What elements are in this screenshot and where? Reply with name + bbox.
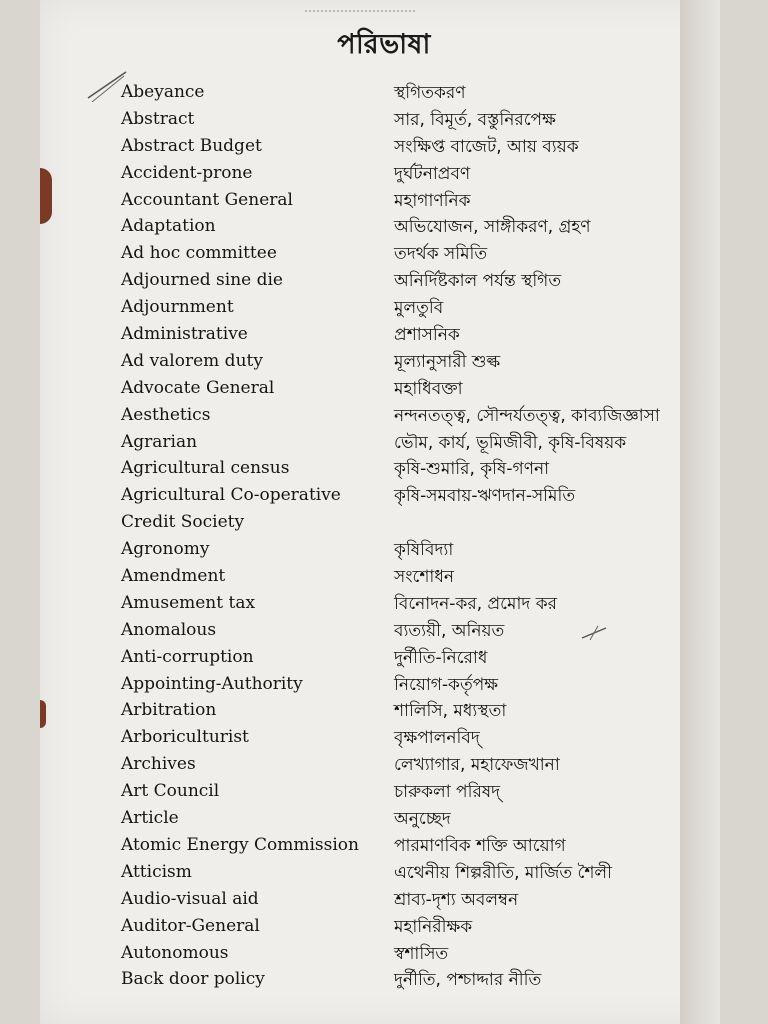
glossary-meaning: সংশোধন: [394, 567, 455, 588]
glossary-term: Agronomy: [121, 539, 210, 560]
glossary-row: [0, 403, 768, 430]
glossary-meaning: স্বশাসিত: [394, 943, 449, 964]
glossary-meaning: মহাধিবক্তা: [394, 378, 463, 399]
glossary-term: Administrative: [121, 324, 248, 345]
glossary-meaning: স্থগিতকরণ: [394, 83, 466, 103]
glossary-row: [0, 80, 768, 107]
glossary-meaning: মুলতুবি: [394, 298, 444, 319]
glossary-row: [0, 107, 768, 134]
glossary-row: [0, 376, 768, 403]
glossary-meaning: চারুকলা পরিষদ্: [394, 782, 501, 803]
glossary-term: Arboriculturist: [121, 727, 249, 748]
glossary-term: Ad hoc committee: [121, 243, 277, 264]
glossary-term: Autonomous: [121, 942, 229, 963]
glossary-meaning: শালিসি, মধ্যস্থতা: [394, 701, 507, 722]
glossary-row: [0, 591, 768, 618]
glossary-meaning: মহানিরীক্ষক: [394, 916, 473, 937]
glossary-term: Appointing-Authority: [121, 673, 303, 694]
glossary-row: [0, 483, 768, 510]
glossary-term: Art Council: [121, 781, 220, 802]
glossary-row: [0, 268, 768, 295]
glossary-row: [0, 510, 768, 537]
glossary-term: Agricultural census: [121, 458, 290, 479]
glossary-term: Archives: [121, 754, 196, 775]
glossary-row: [0, 914, 768, 941]
glossary-meaning: কৃষিবিদ্যা: [394, 540, 454, 561]
glossary-meaning: বৃক্ষপালনবিদ্: [394, 728, 480, 749]
glossary-term: Amusement tax: [121, 592, 256, 613]
glossary-row: [0, 161, 768, 188]
glossary-term: Audio-visual aid: [121, 888, 259, 909]
page-title: পরিভাষা: [337, 29, 431, 60]
glossary-meaning: কৃষি-সমবায়-ঋণদান-সমিতি: [394, 486, 576, 507]
glossary-meaning: অনুচ্ছেদ: [394, 809, 451, 830]
glossary-term: Atticism: [121, 861, 192, 882]
glossary-term: Accident-prone: [121, 162, 253, 183]
glossary-term: Agrarian: [121, 431, 198, 452]
glossary-meaning: অনির্দিষ্টকাল পর্যন্ত স্থগিত: [394, 271, 562, 292]
glossary-row: [0, 833, 768, 860]
glossary-row: [0, 887, 768, 914]
glossary-meaning: সংক্ষিপ্ত বাজেট, আয় ব্যয়ক: [394, 136, 579, 157]
glossary-row: [0, 941, 768, 968]
glossary-meaning: ভৌম, কার্য, ভূমিজীবী, কৃষি-বিষয়ক: [394, 432, 627, 453]
glossary-term: Aesthetics: [121, 404, 211, 425]
glossary-term: Abstract Budget: [121, 135, 262, 156]
top-pencil-mark: [305, 0, 415, 12]
glossary-row: [0, 430, 768, 457]
glossary-row: [0, 456, 768, 483]
glossary-term: Abstract: [121, 108, 195, 129]
glossary-term: Ad valorem duty: [121, 350, 263, 371]
glossary-row: [0, 537, 768, 564]
glossary-term: Agricultural Co-operative: [121, 485, 341, 506]
glossary-term: Adjourned sine die: [121, 270, 283, 291]
glossary-meaning: কৃষি-শুমারি, কৃষি-গণনা: [394, 459, 550, 480]
glossary-meaning: মূল্যানুসারী শুল্ক: [394, 351, 501, 372]
glossary-row: [0, 806, 768, 833]
glossary-meaning: অভিযোজন, সাঙ্গীকরণ, গ্রহণ: [394, 217, 591, 238]
glossary-meaning: তদর্থক সমিতি: [394, 244, 488, 265]
glossary-row: [0, 564, 768, 591]
glossary-meaning: এথেনীয় শিল্পরীতি, মার্জিত শৈলী: [394, 862, 612, 883]
glossary-term: Amendment: [121, 566, 226, 587]
glossary-row: [0, 295, 768, 322]
glossary-meaning: মহাগাণনিক: [394, 190, 471, 211]
glossary-term: Atomic Energy Commission: [121, 834, 359, 855]
glossary-meaning: নন্দনতত্ত্ব, সৌন্দর্যতত্ত্ব, কাব্যজিজ্ঞাসা: [394, 405, 660, 426]
glossary-meaning: নিয়োগ-কর্তৃপক্ষ: [394, 674, 499, 695]
glossary-meaning: পারমাণবিক শক্তি আয়োগ: [394, 835, 566, 856]
glossary-term: Auditor-General: [121, 915, 260, 936]
glossary-row: [0, 322, 768, 349]
glossary-row: [0, 349, 768, 376]
glossary-row: [0, 698, 768, 725]
glossary-row: [0, 725, 768, 752]
glossary-term: Back door policy: [121, 969, 265, 990]
glossary-meaning: সার, বিমূর্ত, বস্তুনিরপেক্ষ: [394, 109, 556, 130]
glossary-row: [0, 241, 768, 268]
glossary-term: Article: [121, 808, 179, 829]
glossary-row: [0, 672, 768, 699]
glossary-row: [0, 134, 768, 161]
glossary-term: Adjournment: [121, 297, 234, 318]
glossary-term: Credit Society: [121, 512, 245, 533]
glossary-term: Anti-corruption: [121, 646, 254, 667]
glossary-meaning: দুর্নীতি-নিরোধ: [394, 647, 488, 668]
glossary-row: [0, 618, 768, 645]
glossary-row: [0, 214, 768, 241]
glossary-meaning: বিনোদন-কর, প্রমোদ কর: [394, 593, 557, 614]
glossary-term: Advocate General: [121, 377, 275, 398]
glossary-term: Anomalous: [121, 619, 217, 640]
glossary-meaning: প্রশাসনিক: [394, 325, 460, 346]
glossary-meaning: দুর্ঘটনাপ্রবণ: [394, 163, 471, 184]
glossary-term: Arbitration: [121, 700, 217, 721]
glossary-row: [0, 645, 768, 672]
glossary-term: Adaptation: [121, 216, 216, 237]
glossary-list: [0, 80, 768, 994]
glossary-meaning: দুর্নীতি, পশ্চাদ্দার নীতি: [394, 970, 542, 991]
glossary-row: [0, 752, 768, 779]
glossary-meaning: লেখ্যাগার, মহাফেজখানা: [394, 755, 560, 776]
glossary-row: [0, 779, 768, 806]
glossary-row: [0, 860, 768, 887]
glossary-meaning: ব্যত্যয়ী, অনিয়ত: [394, 620, 505, 641]
glossary-row: [0, 188, 768, 215]
glossary-row: [0, 967, 768, 994]
glossary-term: Abeyance: [121, 82, 205, 102]
glossary-term: Accountant General: [121, 189, 293, 210]
glossary-meaning: শ্রাব্য-দৃশ্য অবলম্বন: [394, 889, 519, 910]
